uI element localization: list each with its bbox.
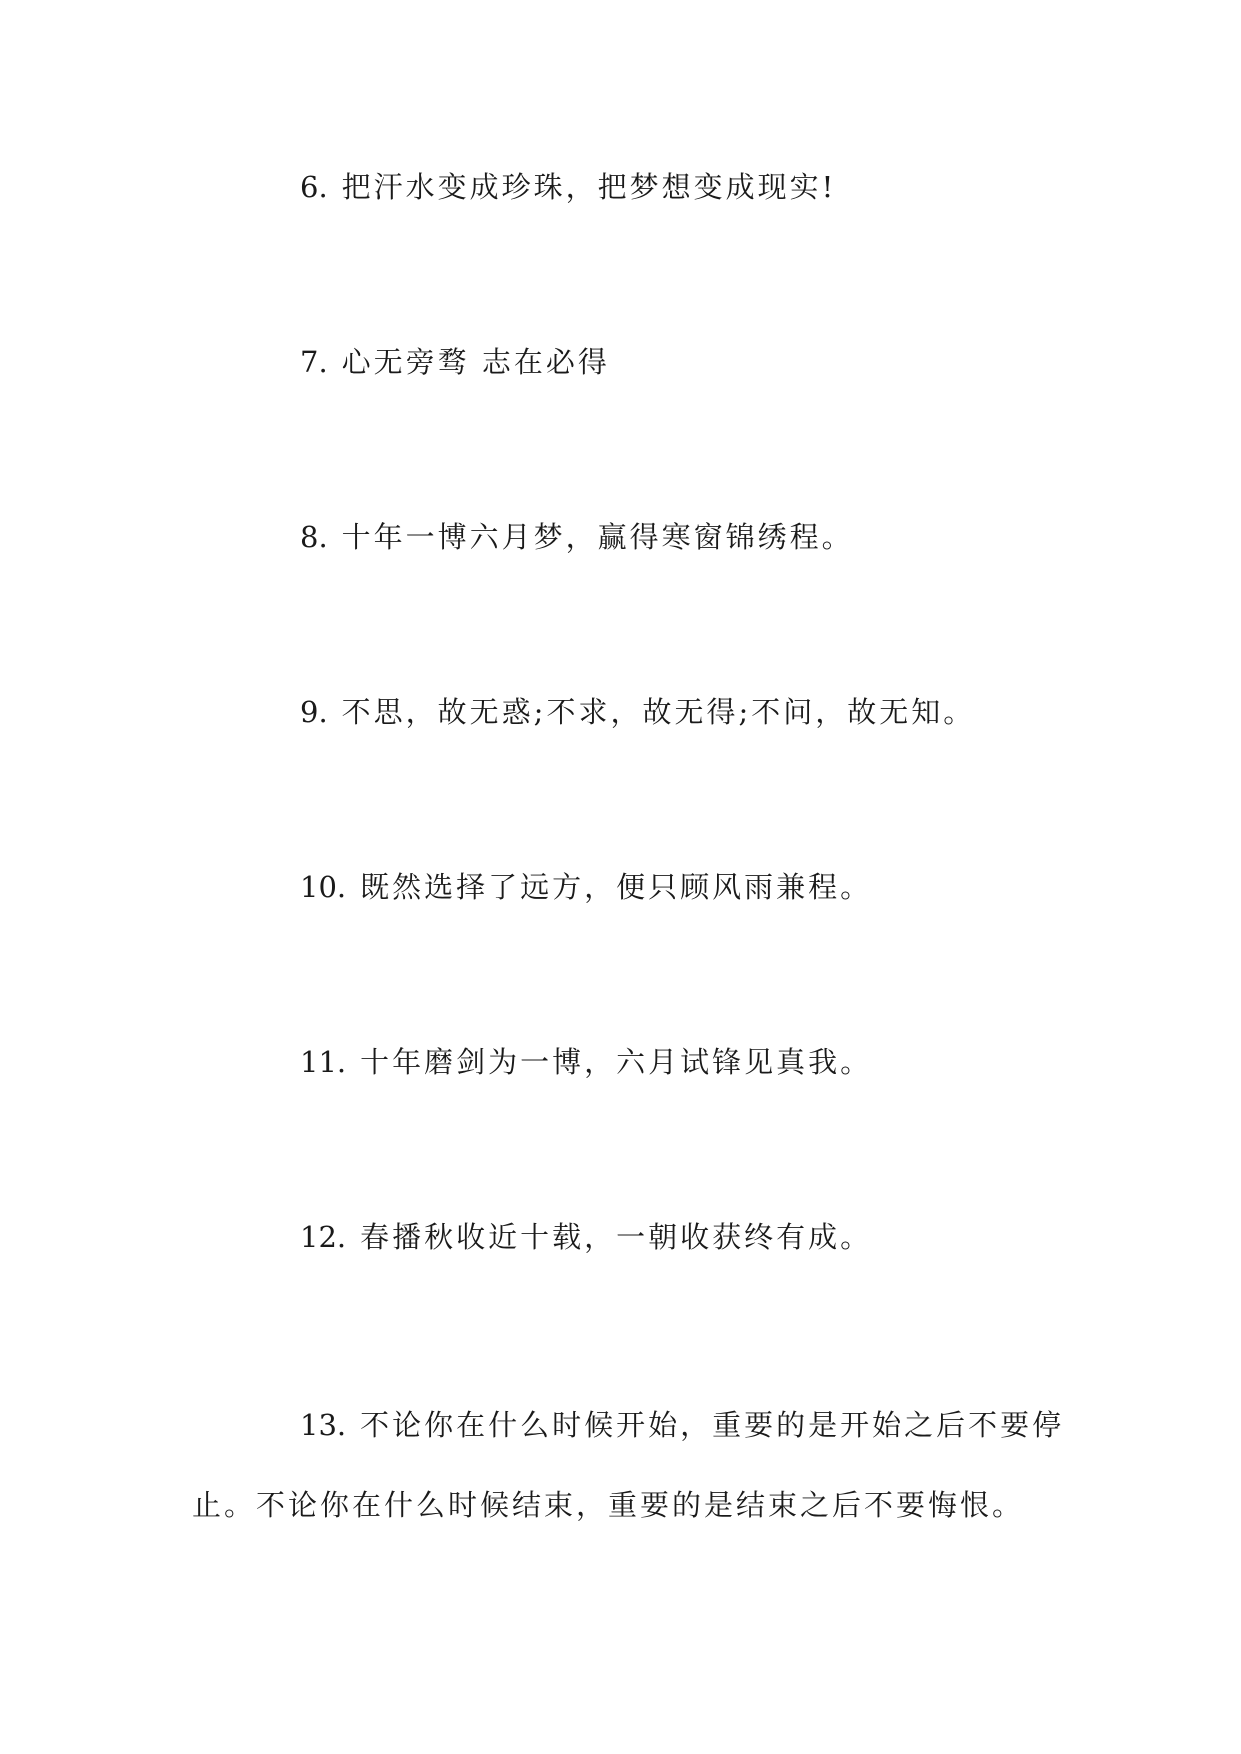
item-text: 把汗水变成珍珠，把梦想变成现实! <box>341 170 837 204</box>
item-text: 不思，故无惑;不求，故无得;不问，故无知。 <box>341 695 976 729</box>
item-text: 十年一博六月梦，赢得寒窗锦绣程。 <box>341 520 854 554</box>
item-number: 11. <box>300 1045 347 1079</box>
item-number: 9. <box>300 695 328 729</box>
list-item <box>300 167 836 207</box>
item-number: 7. <box>300 345 328 379</box>
item-number: 6. <box>300 170 328 204</box>
list-item <box>300 1042 872 1082</box>
item-number: 12. <box>300 1220 347 1254</box>
item-number: 8. <box>300 520 328 554</box>
item-text: 十年磨剑为一博，六月试锋见真我。 <box>360 1045 873 1079</box>
item-number: 13. <box>300 1408 347 1442</box>
list-item-paragraph <box>192 1385 1072 1545</box>
item-text: 春播秋收近十载，一朝收获终有成。 <box>360 1220 873 1254</box>
list-item <box>300 342 610 382</box>
list-item <box>300 517 854 557</box>
item-text: 心无旁骛 志在必得 <box>341 345 610 379</box>
list-item <box>300 867 872 907</box>
item-number: 10. <box>300 870 347 904</box>
item-text: 既然选择了远方，便只顾风雨兼程。 <box>360 870 873 904</box>
list-item <box>300 692 975 732</box>
list-item <box>300 1217 872 1257</box>
item-text: 不论你在什么时候开始，重要的是开始之后不要停止。不论你在什么时候结束，重要的是结束之后不要悔恨。 <box>192 1408 1065 1522</box>
